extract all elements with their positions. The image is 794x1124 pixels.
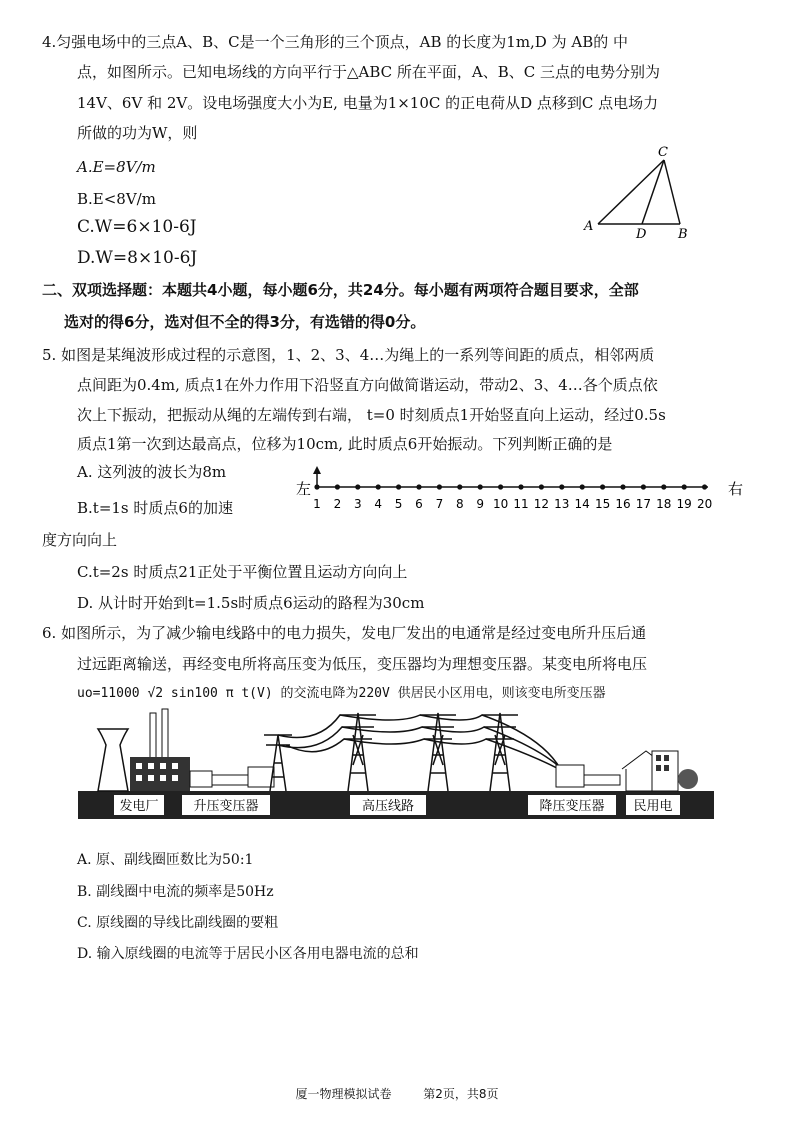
power-transmission-figure [78, 705, 718, 823]
rope-particle-label: 16 [615, 497, 631, 511]
q4-stem-line2: 点，如图所示。已知电场线的方向平行于△ABC 所在平面，A、B、C 三点的电势分别为 [77, 63, 661, 81]
q5-option-a: A. 这列波的波长为8m [77, 463, 227, 481]
q4-stem-line3: 14V、6V 和 2V。设电场强度大小为E, 电量为1×10C 的正电荷从D 点移到C 点电场力 [77, 94, 659, 112]
q5-option-c: C.t=2s 时质点21正处于平衡位置且运动方向向上 [77, 563, 408, 581]
rope-particle [314, 484, 319, 489]
vertex-b-label: B [678, 227, 688, 240]
rope-particle-label: 6 [415, 497, 423, 511]
q6-stem-line2: 过远距离输送，再经变电所将高压变为低压，变压器均为理想变压器。某变电所将电压 [77, 655, 648, 673]
rope-particle-label: 17 [635, 497, 652, 511]
rope-particle [376, 484, 381, 489]
rope-particle [580, 484, 585, 489]
rope-particle-label: 9 [476, 497, 485, 511]
rope-particle [682, 484, 687, 489]
q5-stem-line2: 点间距为0.4m, 质点1在外力作用下沿竖直方向做简谐运动，带动2、3、4…各个质点依 [77, 376, 658, 394]
rope-particle-label: 13 [554, 497, 570, 511]
q5-option-b-line2: 度方向向上 [42, 531, 118, 549]
q6-option-c: C. 原线圈的导线比副线圈的要粗 [77, 915, 279, 931]
vertex-a-label: A [584, 219, 594, 234]
point-d-label: D [636, 227, 647, 240]
rope-particle-label: 2 [333, 497, 342, 511]
label-step-down-transformer: 降压变压器 [539, 799, 605, 814]
q6-option-b: B. 副线圈中电流的频率是50Hz [77, 884, 274, 900]
rope-particle [498, 484, 503, 489]
rope-particle [518, 484, 523, 489]
rope-particle [661, 484, 666, 489]
q4-option-b: B.E<8V/m [77, 190, 156, 208]
label-high-voltage-line: 高压线路 [361, 799, 415, 814]
rope-particle-label: 3 [353, 497, 362, 511]
q6-option-a: A. 原、副线圈匝数比为50:1 [77, 852, 254, 868]
right-label: 右 [728, 480, 744, 498]
rope-particle [702, 484, 707, 489]
rope-particle [396, 484, 401, 489]
rope-particle [620, 484, 625, 489]
label-residential: 民用电 [633, 799, 673, 814]
label-power-plant: 发电厂 [119, 799, 159, 814]
vertex-c-label: C [658, 145, 668, 160]
rope-particle [539, 484, 544, 489]
q6-stem-line3: uo=11000 √2 sin100 π t(V) 的交流电降为220V 供居民小区用电，则该变电所变压器 [77, 686, 606, 701]
q5-stem-line1: 5. 如图是某绳波形成过程的示意图，1、2、3、4…为绳上的一系列等间距的质点，相邻两质 [42, 346, 655, 364]
q5-option-d: D. 从计时开始到t=1.5s时质点6运动的路程为30cm [77, 594, 425, 612]
rope-particle [437, 484, 442, 489]
q4-option-a: A.E=8V/m [77, 158, 156, 176]
rope-particle-label: 7 [435, 497, 444, 511]
q4-option-c: C.W=6×10-6J [77, 217, 197, 237]
left-label: 左 [296, 480, 312, 498]
rope-particle-label: 12 [533, 497, 550, 511]
rope-particle [335, 484, 340, 489]
section2-heading-line1: 二、双项选择题：本题共4小题，每小题6分，共24分。每小题有两项符合题目要求，全部 [42, 281, 639, 299]
rope-particle-label: 10 [492, 497, 509, 511]
rope-particle-label: 20 [696, 497, 713, 511]
rope-particle [355, 484, 360, 489]
q5-stem-line3: 次上下振动，把振动从绳的左端传到右端， t=0 时刻质点1开始竖直向上运动，经过0.5s [77, 406, 666, 424]
arrow-head-icon [313, 466, 321, 474]
label-step-up-transformer: 升压变压器 [193, 799, 259, 814]
q4-stem-line1: 4.匀强电场中的三点A、B、C是一个三角形的三个顶点，AB 的长度为1m,D 为 AB的 中 [42, 33, 628, 51]
rope-particle-label: 5 [394, 497, 403, 511]
rope-particle [457, 484, 462, 489]
rope-particle [478, 484, 483, 489]
rope-particle [600, 484, 605, 489]
q6-stem-line1: 6. 如图所示，为了减少输电线路中的电力损失，发电厂发出的电通常是经过变电所升压后通 [42, 624, 647, 642]
rope-particle [559, 484, 564, 489]
page-footer [0, 1085, 794, 1102]
rope-particle-label: 15 [594, 497, 611, 511]
rope-particle [416, 484, 421, 489]
section2-heading-line2: 选对的得6分，选对但不全的得3分，有选错的得0分。 [64, 313, 426, 331]
rope-particle-label: 4 [374, 497, 383, 511]
q6-option-d: D. 输入原线圈的电流等于居民小区各用电器电流的总和 [77, 946, 419, 962]
rope-particle-label: 8 [455, 497, 464, 511]
footer-page-number: 第2页，共8页 [423, 1087, 499, 1101]
rope-particle-label: 14 [574, 497, 590, 511]
footer-title: 厦一物理模拟试卷 [295, 1087, 392, 1101]
triangle-figure [580, 140, 700, 240]
q5-stem-line4: 质点1第一次到达最高点，位移为10cm, 此时质点6开始振动。下列判断正确的是 [77, 435, 613, 453]
q4-option-d: D.W=8×10-6J [77, 248, 198, 268]
rope-particle [641, 484, 646, 489]
rope-wave-figure [290, 462, 780, 520]
q5-option-b-line1: B.t=1s 时质点6的加速 [77, 499, 233, 517]
rope-particle-label: 18 [656, 497, 672, 511]
rope-particle-label: 11 [513, 497, 529, 511]
rope-particle-label: 1 [313, 497, 321, 511]
rope-particle-label: 19 [676, 497, 692, 511]
q4-stem-line4: 所做的功为W，则 [77, 124, 198, 142]
